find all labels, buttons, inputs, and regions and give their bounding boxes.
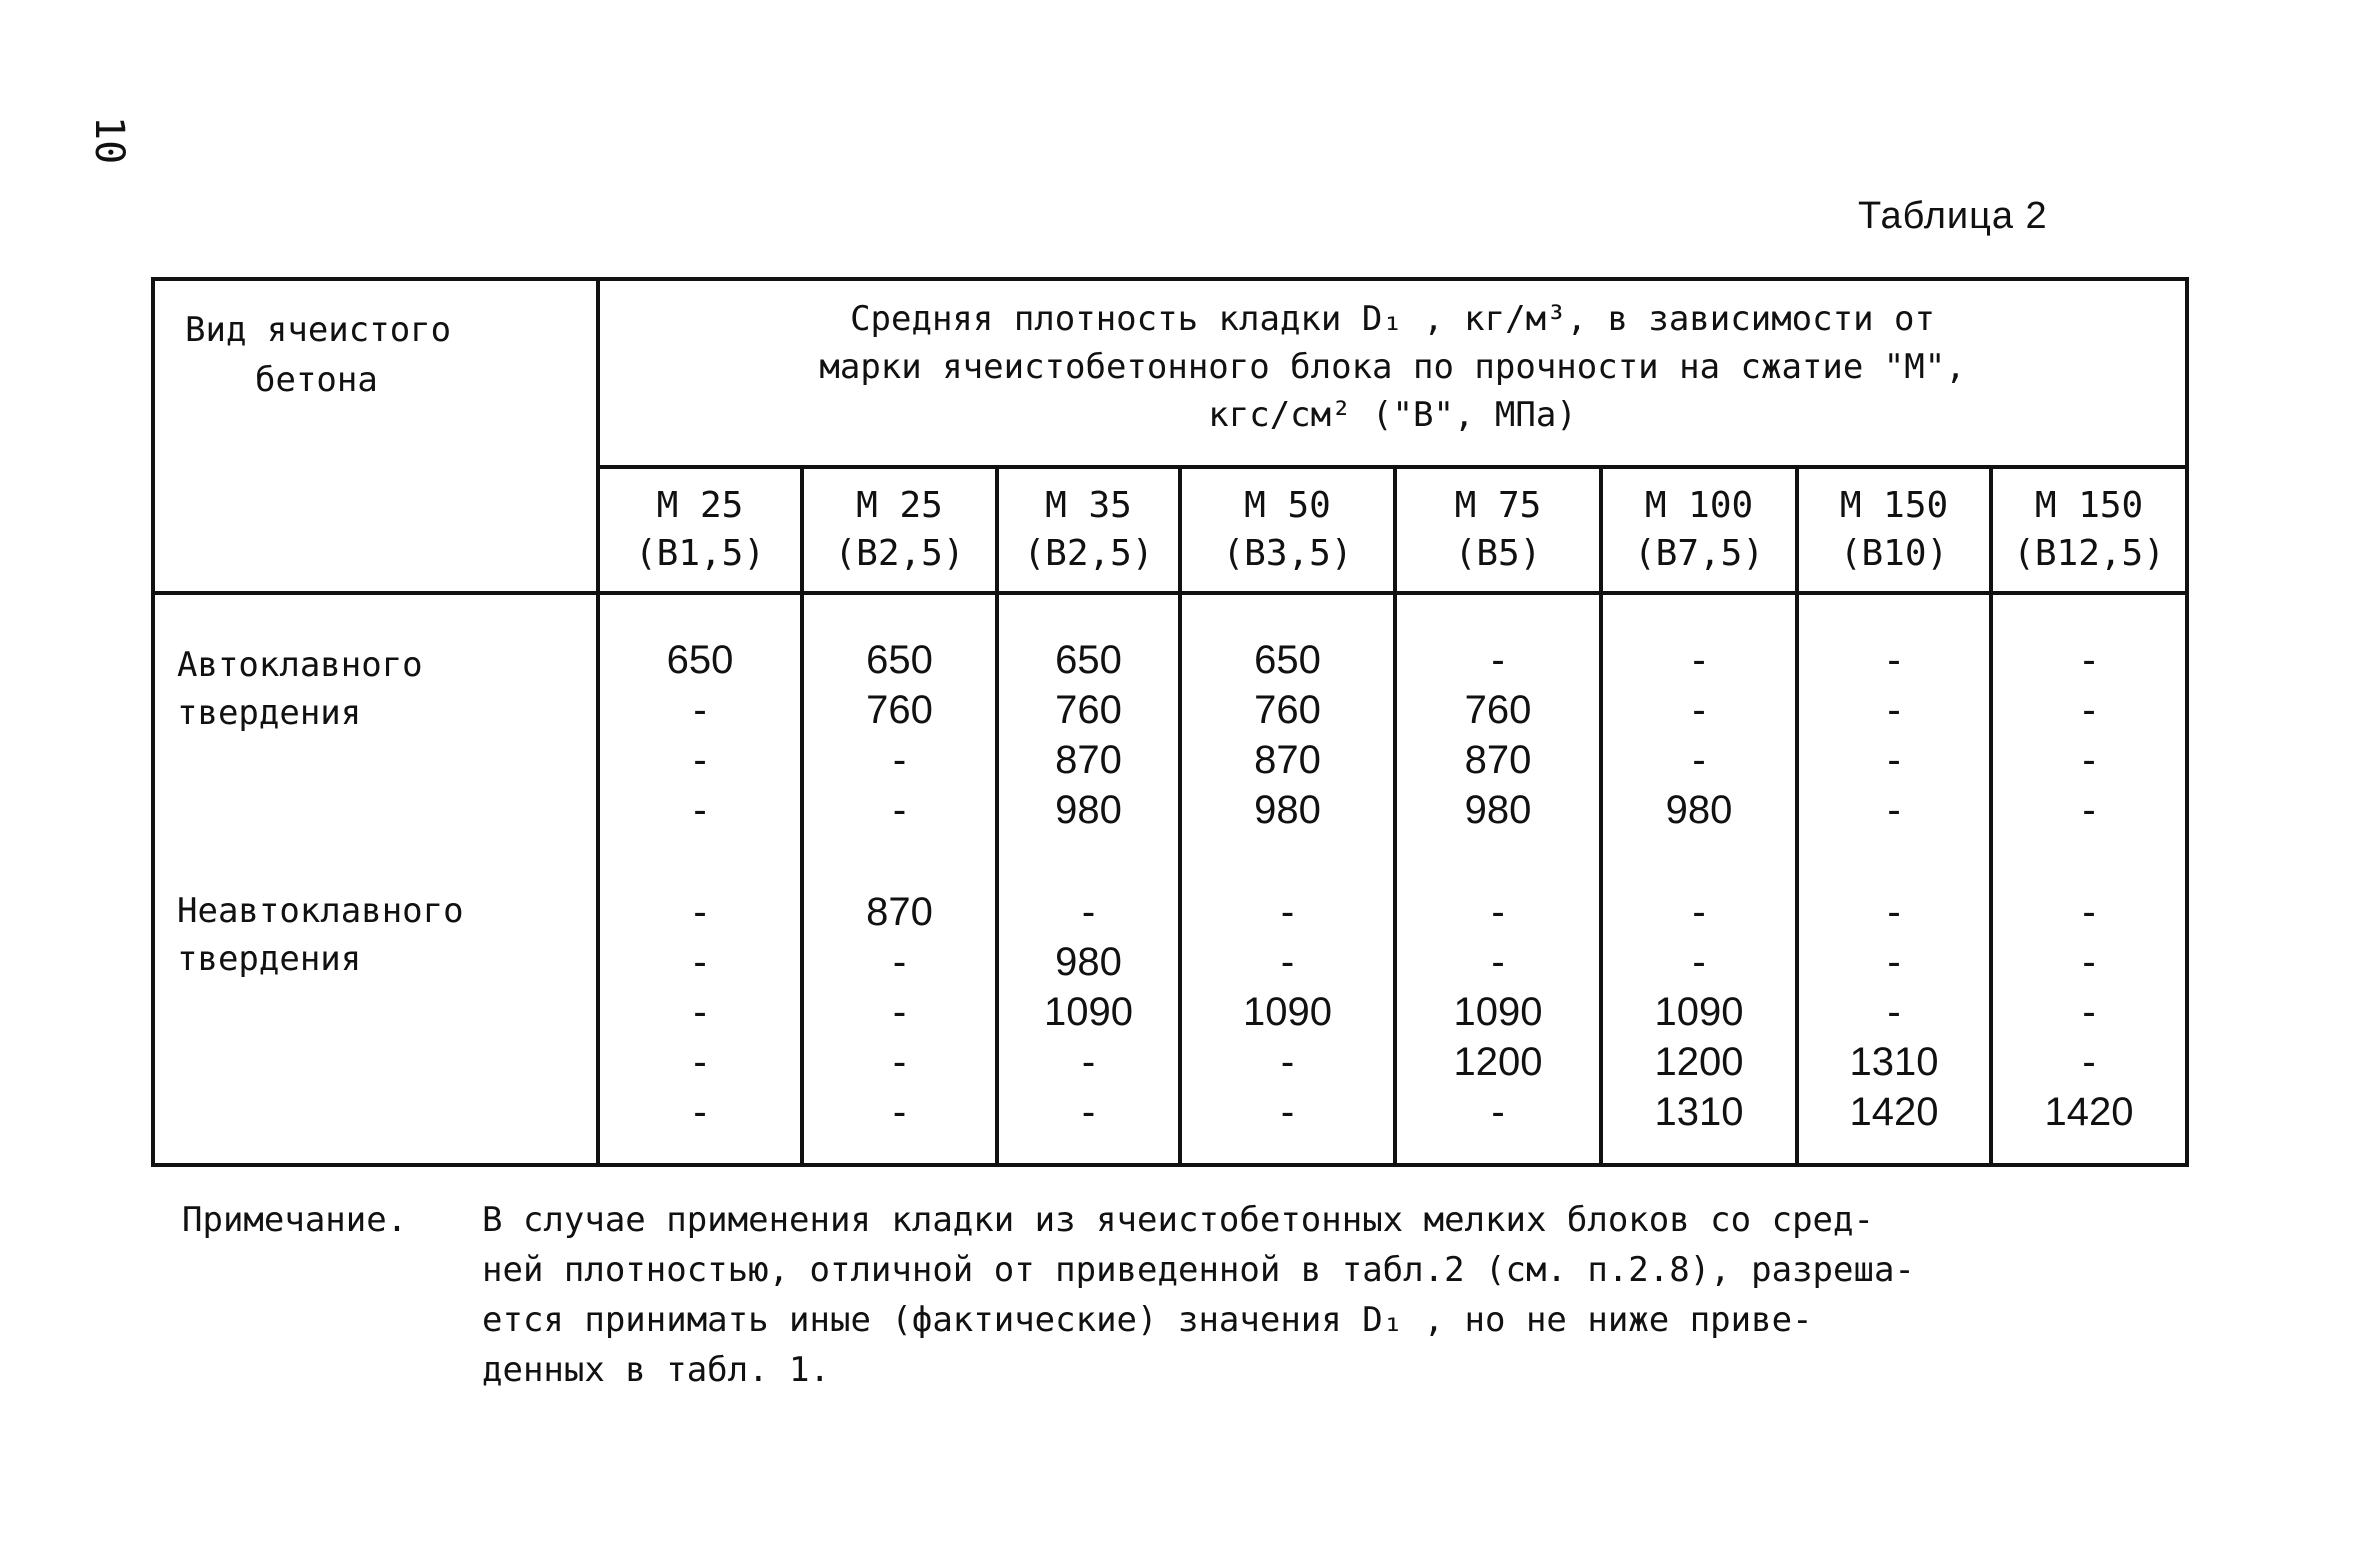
table-cell: - — [1692, 890, 1706, 934]
table-cell: - — [1280, 1090, 1295, 1134]
table-cell: 1090 — [1243, 990, 1332, 1034]
table-cell: 1420 — [2044, 1090, 2134, 1134]
grade-header — [1991, 467, 2187, 593]
page-number: 10 — [86, 116, 132, 165]
body-row — [153, 593, 2187, 1165]
grade-header — [1797, 467, 1991, 593]
table-cell: - — [1081, 890, 1096, 934]
table-cell: 650 — [1055, 638, 1122, 682]
table-cell: - — [2082, 890, 2096, 934]
note-label: Примечание. — [182, 1200, 408, 1240]
grade-b: (В7,5) — [1633, 533, 1765, 574]
table-cell: 870 — [1055, 738, 1122, 782]
grade-m: М 50 — [1244, 485, 1331, 526]
header-density — [598, 279, 2187, 467]
table-cell: - — [1887, 638, 1901, 682]
grade-header — [802, 467, 997, 593]
grade-m: М 150 — [2034, 485, 2144, 526]
table-cell: - — [693, 788, 707, 832]
table-cell: - — [892, 788, 907, 832]
table-cell: 650 — [866, 638, 933, 682]
note-line1: В случае применения кладки из ячеистобетонных мелких блоков со сред- — [482, 1200, 1874, 1240]
grade-header — [1180, 467, 1395, 593]
table-caption: Таблица 2 — [1858, 195, 2048, 237]
grade-b: (В1,5) — [634, 533, 766, 574]
table-cell: - — [1081, 1090, 1096, 1134]
header-type-line2: бетона — [255, 360, 378, 400]
table-cell: 760 — [1254, 688, 1321, 732]
table-cell: 1200 — [1453, 1040, 1543, 1084]
type-nonautoclave-line1: Неавтоклавного — [177, 891, 464, 931]
grade-header — [997, 467, 1180, 593]
table-cell: 1420 — [1849, 1090, 1939, 1134]
grade-m: М 35 — [1045, 485, 1132, 526]
density-table — [151, 277, 2185, 1167]
table-cell: - — [2082, 738, 2096, 782]
table-cell: - — [1280, 1040, 1295, 1084]
table-cell: 980 — [1464, 788, 1532, 832]
type-column — [153, 593, 598, 1165]
table-cell: - — [2082, 940, 2096, 984]
value-column — [1601, 593, 1797, 1165]
table-cell: 1310 — [1849, 1040, 1939, 1084]
table-cell: 1200 — [1654, 1040, 1744, 1084]
grade-m: М 25 — [856, 485, 943, 526]
value-column — [1180, 593, 1395, 1165]
table-cell: - — [1887, 738, 1901, 782]
table-cell: - — [1081, 1040, 1096, 1084]
value-column — [1395, 593, 1601, 1165]
table-cell: - — [1280, 890, 1295, 934]
table-cell: - — [1491, 638, 1505, 682]
value-column — [1797, 593, 1991, 1165]
value-column — [598, 593, 802, 1165]
grade-m: М 150 — [1839, 485, 1949, 526]
note-line4: денных в табл. 1. — [482, 1350, 830, 1390]
density-table-grid — [151, 277, 2189, 1167]
table-cell: - — [892, 1040, 907, 1084]
table-cell: - — [693, 890, 707, 934]
table-cell: - — [2082, 1040, 2096, 1084]
table-cell: - — [1692, 738, 1706, 782]
grade-m: М 75 — [1454, 485, 1542, 526]
type-autoclave-line1: Автоклавного — [177, 645, 423, 685]
table-cell: - — [693, 1090, 707, 1134]
header-density-line3: кгс/см² ("В", МПа) — [1208, 395, 1577, 435]
grade-b: (В2,5) — [1023, 533, 1154, 574]
grade-header — [1601, 467, 1797, 593]
table-cell: - — [1491, 1090, 1505, 1134]
grade-b: (В2,5) — [834, 533, 965, 574]
table-cell: 870 — [1254, 738, 1321, 782]
table-cell: - — [1692, 638, 1706, 682]
table-cell: - — [892, 990, 907, 1034]
value-column — [997, 593, 1180, 1165]
table-cell: 980 — [1055, 940, 1122, 984]
table-cell: - — [1887, 990, 1901, 1034]
grade-header — [1395, 467, 1601, 593]
table-cell: - — [693, 1040, 707, 1084]
table-cell: - — [693, 688, 707, 732]
grade-b: (В3,5) — [1222, 533, 1353, 574]
table-cell: - — [892, 1090, 907, 1134]
table-cell: - — [1280, 940, 1295, 984]
table-cell: - — [2082, 788, 2096, 832]
grade-b: (В5) — [1454, 533, 1542, 574]
table-cell: - — [892, 940, 907, 984]
table-cell: - — [693, 738, 707, 782]
table-cell: - — [892, 738, 907, 782]
table-cell: 650 — [1254, 638, 1321, 682]
value-column — [1991, 593, 2187, 1165]
table-cell: - — [2082, 990, 2096, 1034]
table-cell: - — [693, 940, 707, 984]
table-cell: 980 — [1665, 788, 1733, 832]
type-nonautoclave-line2: твердения — [177, 939, 362, 979]
table-cell: - — [2082, 638, 2096, 682]
note-line3: ется принимать иные (фактические) значения D₁ , но не ниже приве- — [482, 1300, 1813, 1340]
note-line2: ней плотностью, отличной от приведенной в табл.2 (см. п.2.8), разреша- — [482, 1250, 1915, 1290]
table-cell: - — [1887, 940, 1901, 984]
header-density-line1: Средняя плотность кладки D₁ , кг/м³, в зависимости от — [850, 299, 1935, 339]
table-cell: 1090 — [1044, 990, 1133, 1034]
header-concrete-type — [153, 279, 598, 593]
table-cell: 760 — [1055, 688, 1122, 732]
table-cell: 1090 — [1453, 990, 1543, 1034]
table-note — [182, 1195, 2142, 1395]
table-cell: - — [1491, 940, 1505, 984]
table-cell: - — [2082, 688, 2096, 732]
table-cell: 870 — [1464, 738, 1532, 782]
header-density-line2: марки ячеистобетонного блока по прочности на сжатие "М", — [819, 347, 1966, 387]
table-cell: 1090 — [1654, 990, 1744, 1034]
table-cell: 980 — [1055, 788, 1122, 832]
table-cell: 760 — [866, 688, 933, 732]
grade-header — [598, 467, 802, 593]
table-cell: 980 — [1254, 788, 1321, 832]
table-cell: - — [693, 990, 707, 1034]
table-cell: - — [1887, 890, 1901, 934]
value-column — [802, 593, 997, 1165]
grade-b: (В12,5) — [2013, 533, 2165, 574]
table-cell: 870 — [866, 890, 933, 934]
table-cell: - — [1887, 688, 1901, 732]
grade-m: М 25 — [656, 485, 744, 526]
grade-m: М 100 — [1644, 485, 1754, 526]
table-cell: - — [1692, 688, 1706, 732]
table-cell: - — [1692, 940, 1706, 984]
table-cell: 760 — [1464, 688, 1532, 732]
table-cell: - — [1887, 788, 1901, 832]
table-cell: - — [1491, 890, 1505, 934]
grade-b: (В10) — [1839, 533, 1949, 574]
type-autoclave-line2: твердения — [177, 693, 362, 733]
table-cell: 1310 — [1654, 1090, 1744, 1134]
header-type-line1: Вид ячеистого — [185, 310, 452, 350]
table-cell: 650 — [666, 638, 734, 682]
